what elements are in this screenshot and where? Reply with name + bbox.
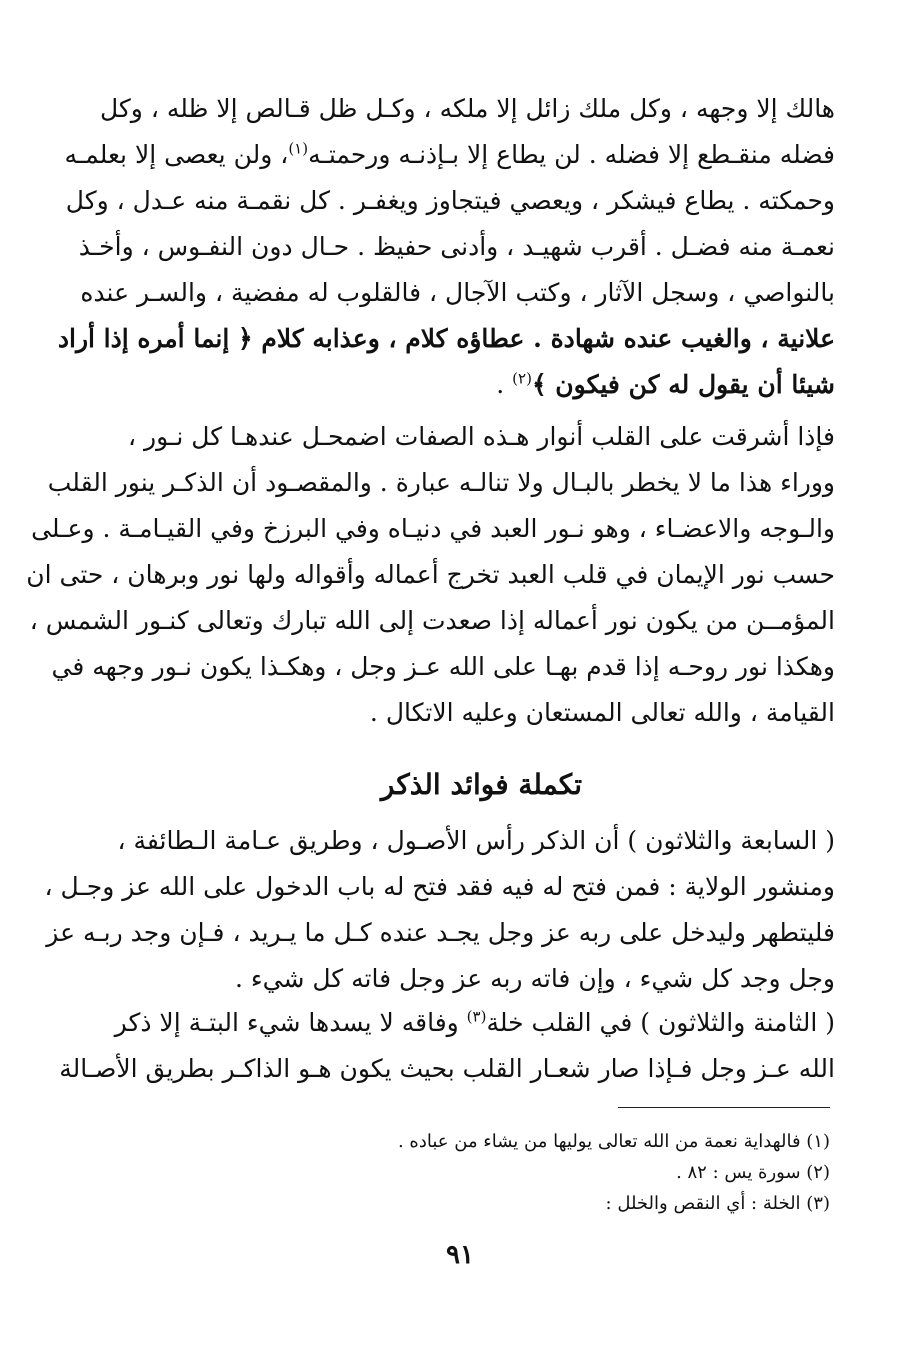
paragraph-line: بالنواصي ، وسجل الآثار ، وكتب الآجال ، فالقلوب له مفضية ، والسـر عنده: [80, 278, 835, 307]
paragraph-line: المؤمــن من يكون نور أعماله إذا صعدت إلى الله تبارك وتعالى كنـور الشمس ،: [29, 606, 835, 635]
paragraph-line: وحمكته . يطاع فيشكر ، ويعصي فيتجاوز ويغفـر . كل نقمـة منه عـدل ، وكل: [65, 186, 835, 215]
footnote: (٣) الخلة : أي النقص والخلل :: [605, 1193, 830, 1214]
footnotes: [300, 1126, 830, 1219]
paragraph-light-of-heart: [26, 414, 835, 736]
paragraph-divine-attributes: [57, 86, 835, 408]
footnote-marker: (٢): [512, 369, 532, 388]
footnote-marker: (١): [288, 139, 309, 158]
paragraph-line: الله عـز وجل فـإذا صار شعـار القلب بحيث يكون هـو الذاكـر بطريق الأصـالة: [59, 1054, 835, 1083]
paragraph-line: هالك إلا وجهه ، وكل ملك زائل إلا ملكه ، وكـل ظل قـالص إلا ظله ، وكل: [99, 94, 835, 123]
paragraph-line: فليتطهر وليدخل على ربه عز وجل يجـد عنده كـل ما يـريد ، فـإن وجد ربـه عز: [46, 918, 835, 947]
paragraph-line: فضله منقـطع إلا فضله . لن يطاع إلا بـإذنـه ورحمتـه$^{(١)}$، ولن يعصى إلا بعلمـه: [64, 139, 835, 169]
paragraph-line: ووراء هذا ما لا يخطر بالبـال ولا تنالـه عبارة . والمقصـود أن الذكـر ينور القلب: [47, 468, 835, 497]
paragraph-line: فإذا أشرقت على القلب أنوار هـذه الصفات اضمحـل عندهـا كل نـور ،: [128, 422, 835, 451]
paragraph-line: وهكذا نور روحـه إذا قدم بهـا على الله عـز وجل ، وهكـذا يكون نـور وجهه في: [51, 652, 835, 681]
paragraph-line: ومنشور الولاية : فمن فتح له فيه فقد فتح له باب الدخول على الله عز وجـل ،: [44, 872, 835, 901]
paragraph-line: وجل وجد كل شيء ، وإن فاته ربه عز وجل فاته كل شيء .: [234, 964, 835, 993]
page-number: ٩١: [446, 1240, 474, 1270]
section-heading: تكملة فوائد الذكر: [380, 768, 583, 801]
footnote: (١) فالهداية نعمة من الله تعالى يوليها من يشاء من عباده .: [397, 1131, 830, 1152]
paragraph-line: القيامة ، والله تعالى المستعان وعليه الاتكال .: [369, 698, 835, 727]
footnote: (٢) سورة يس : ٨٢ .: [676, 1162, 830, 1183]
paragraph-line: نعمـة منه فضـل . أقرب شهيـد ، وأدنى حفيظ . حـال دون النفـوس ، وأخـذ: [78, 232, 835, 261]
paragraph-line: حسب نور الإيمان في قلب العبد تخرج أعماله وأقواله ولها نور وبرهان ، حتى ان: [26, 560, 835, 589]
paragraph-line: شيئا أن يقول له كن فيكون ﴾$^{(٢)}$ .: [496, 369, 835, 399]
paragraph-thirty-seventh: [44, 818, 835, 1002]
footnote-marker: (٣): [466, 1007, 487, 1026]
paragraph-thirty-eighth: [59, 1000, 835, 1092]
paragraph-line: علانية ، والغيب عنده شهادة . عطاؤه كلام ، وعذابه كلام ﴿ إنما أمره إذا أراد: [57, 324, 835, 353]
paragraph-line: والـوجه والاعضـاء ، وهو نـور العبد في دنيـاه وفي البرزخ وفي القيـامـة . وعـلى: [31, 514, 835, 543]
paragraph-line: ( الثامنة والثلاثون ) في القلب خلة$^{(٣)}$ وفاقه لا يسدها شيء البتـة إلا ذكر: [114, 1007, 835, 1037]
footnote-divider: [618, 1107, 830, 1108]
paragraph-line: ( السابعة والثلاثون ) أن الذكر رأس الأصـول ، وطريق عـامة الـطائفة ،: [117, 826, 835, 855]
